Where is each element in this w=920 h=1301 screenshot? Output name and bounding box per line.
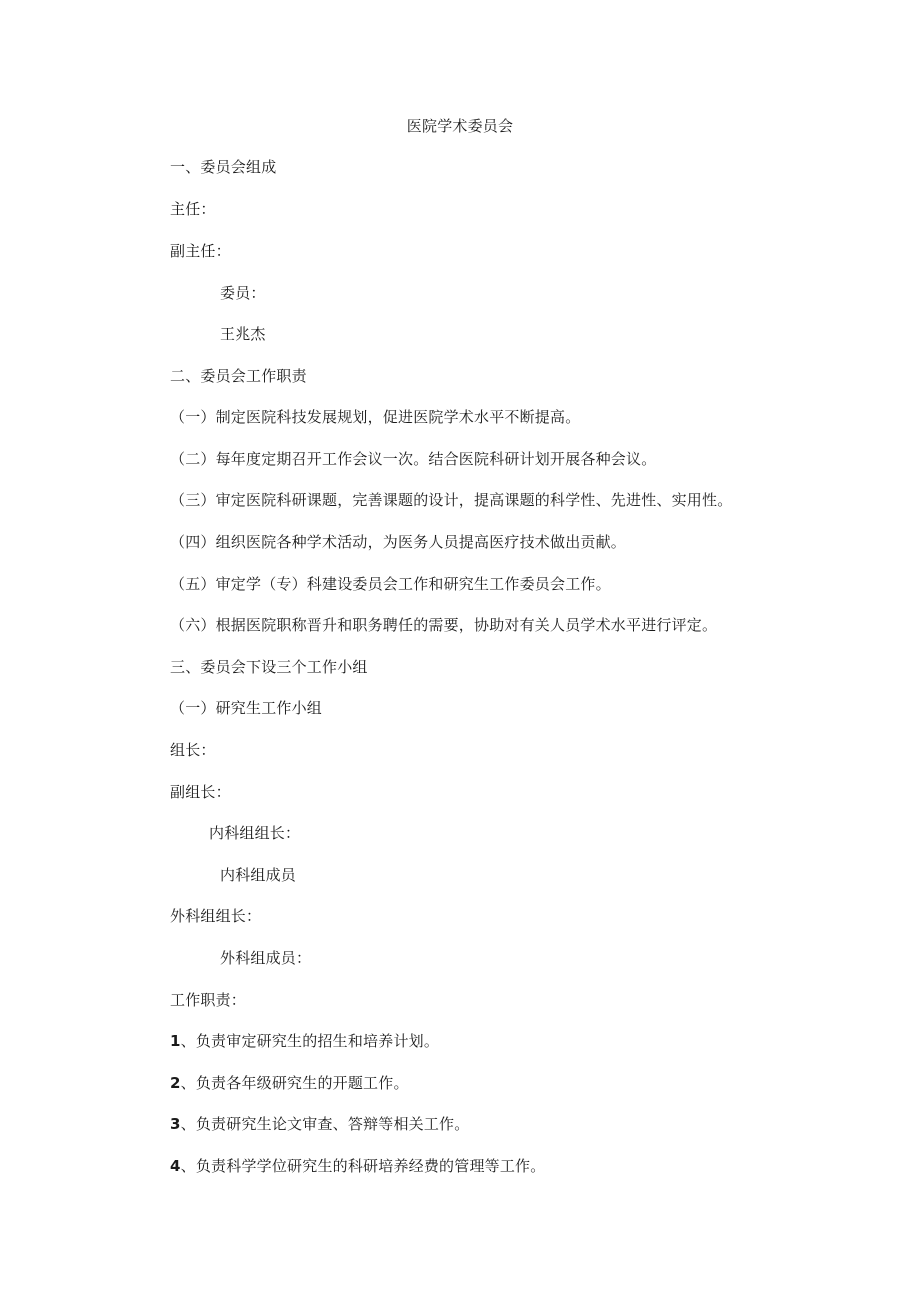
duty-text: 、负责审定研究生的招生和培养计划。 [180,1032,440,1050]
document-title: 医院学术委员会 [406,117,514,135]
surgical-leader-label: 外科组组长： [170,907,262,925]
duty-number: 1 [170,1032,181,1050]
group-duty-item [170,1073,409,1093]
duty-text: 、负责科学学位研究生的科研培养经费的管理等工作。 [180,1157,546,1175]
duty-number: 3 [170,1115,181,1133]
section2-heading: 二、委员会工作职责 [170,367,307,385]
duty-item: （四）组织医院各种学术活动，为医务人员提高医疗技术做出贡献。 [170,533,627,551]
group-duty-item [170,1114,469,1134]
surgical-members-label: 外科组成员： [220,949,312,967]
section1-heading: 一、委员会组成 [170,158,277,176]
duty-item: （二）每年度定期召开工作会议一次。结合医院科研计划开展各种会议。 [170,450,657,468]
group-leader-label: 组长： [170,741,216,759]
duty-item: （五）审定学（专）科建设委员会工作和研究生工作委员会工作。 [170,575,611,593]
internal-members-label: 内科组成员 [220,866,297,884]
internal-leader-label: 内科组组长： [209,824,301,842]
duty-text: 、负责研究生论文审查、答辩等相关工作。 [180,1115,470,1133]
group1-heading: （一）研究生工作小组 [170,699,323,717]
group-duty-item [170,1156,545,1176]
members-label: 委员： [220,284,266,302]
duty-item: （一）制定医院科技发展规划，促进医院学术水平不断提高。 [170,408,581,426]
director-label: 主任： [170,200,216,218]
group-deputy-leader-label: 副组长： [170,783,231,801]
duty-item: （三）审定医院科研课题，完善课题的设计，提高课题的科学性、先进性、实用性。 [170,491,733,509]
section3-heading: 三、委员会下设三个工作小组 [170,658,368,676]
duties-label: 工作职责： [170,991,247,1009]
duty-text: 、负责各年级研究生的开题工作。 [180,1074,409,1092]
duty-number: 4 [170,1157,181,1175]
member-name: 王兆杰 [220,325,266,343]
duty-item: （六）根据医院职称晋升和职务聘任的需要，协助对有关人员学术水平进行评定。 [170,616,718,634]
group-duty-item [170,1031,439,1051]
deputy-director-label: 副主任： [170,242,231,260]
duty-number: 2 [170,1074,181,1092]
